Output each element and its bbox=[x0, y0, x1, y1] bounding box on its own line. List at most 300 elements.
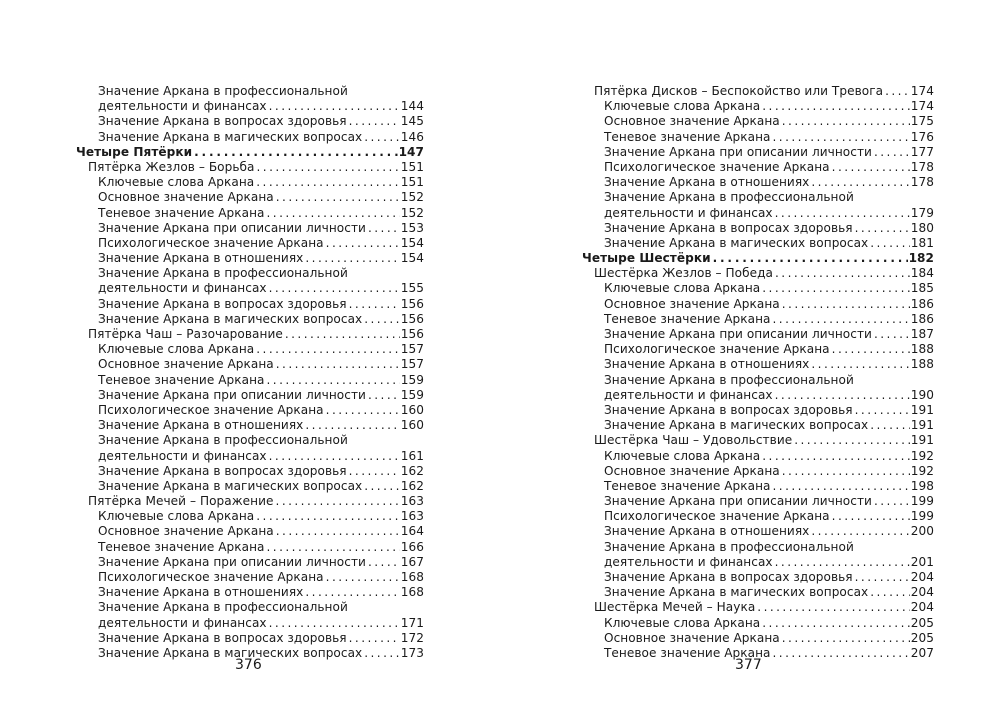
toc-entry-row bbox=[88, 327, 424, 342]
toc-entry-page: 198 bbox=[910, 478, 934, 493]
toc-dot-leader bbox=[349, 114, 400, 129]
toc-entry-page: 157 bbox=[400, 357, 424, 372]
toc-entry-page: 166 bbox=[400, 539, 424, 554]
toc-dot-leader bbox=[773, 312, 910, 327]
toc-entry-row bbox=[98, 631, 424, 646]
toc-entry-title: Значение Аркана в профессиональной bbox=[98, 84, 348, 98]
toc-entry-page: 173 bbox=[400, 645, 424, 660]
toc-entry-page: 191 bbox=[910, 402, 934, 417]
toc-entry-row bbox=[604, 342, 934, 357]
toc-entry-page: 178 bbox=[910, 159, 934, 174]
toc-entry-page: 162 bbox=[400, 463, 424, 478]
toc-entry-page: 147 bbox=[398, 144, 424, 159]
toc-entry-title: Значение Аркана в отношениях bbox=[98, 251, 304, 266]
toc-entry-row bbox=[98, 114, 424, 129]
toc-entry-page: 152 bbox=[400, 205, 424, 220]
toc-subsection-entry bbox=[582, 494, 934, 509]
toc-entry-page: 168 bbox=[400, 570, 424, 584]
toc-dot-leader bbox=[811, 175, 909, 190]
toc-entry-row bbox=[604, 206, 934, 221]
toc-entry-row bbox=[604, 418, 934, 433]
toc-entry-row bbox=[604, 555, 934, 570]
toc-entry-row bbox=[98, 312, 424, 327]
toc-entry-row bbox=[604, 327, 934, 342]
toc-entry-title: Значение Аркана в профессиональной bbox=[604, 190, 854, 205]
toc-dot-leader bbox=[811, 357, 909, 372]
toc-entry-title: деятельности и финансах bbox=[604, 387, 773, 402]
toc-entry-row bbox=[604, 236, 934, 251]
toc-subsection-entry bbox=[582, 388, 934, 403]
toc-entry-title: Значение Аркана при описании личности bbox=[98, 554, 366, 569]
toc-dot-leader bbox=[885, 84, 910, 99]
toc-entry-page: 154 bbox=[400, 235, 424, 250]
toc-entry-title: Психологическое значение Аркана bbox=[98, 402, 324, 417]
toc-entry-title: Значение Аркана в магических вопросах bbox=[604, 585, 869, 600]
toc-entry-title: Ключевые слова Аркана bbox=[98, 509, 255, 524]
toc-subsection-entry bbox=[76, 524, 424, 539]
toc-entry-title: Основное значение Аркана bbox=[98, 524, 274, 539]
toc-entry-title: Значение Аркана в вопросах здоровья bbox=[98, 114, 347, 129]
toc-dot-leader bbox=[267, 373, 400, 388]
toc-dot-leader bbox=[855, 221, 910, 236]
toc-dot-leader bbox=[870, 236, 910, 251]
toc-dot-leader bbox=[305, 418, 399, 433]
toc-entry-title: Значение Аркана в вопросах здоровья bbox=[98, 630, 347, 645]
toc-dot-leader bbox=[782, 631, 910, 646]
toc-dot-leader bbox=[276, 494, 400, 509]
toc-dot-leader bbox=[276, 190, 400, 205]
toc-dot-leader bbox=[269, 281, 400, 296]
toc-dot-leader bbox=[832, 160, 910, 175]
toc-subsection-entry bbox=[582, 221, 934, 236]
toc-entry-title: Значение Аркана в отношениях bbox=[604, 175, 810, 190]
toc-entry-title: Значение Аркана при описании личности bbox=[98, 220, 366, 235]
toc-entry-row bbox=[98, 236, 424, 251]
toc-entry-title: Шестёрка Жезлов – Победа bbox=[594, 266, 773, 281]
toc-subsection-entry bbox=[76, 464, 424, 479]
toc-entry-title: Значение Аркана в магических вопросах bbox=[98, 311, 363, 326]
toc-entry-row bbox=[604, 524, 934, 539]
toc-entry-page: 171 bbox=[400, 615, 424, 630]
toc-dot-leader bbox=[773, 646, 910, 661]
toc-entry-title: Значение Аркана в вопросах здоровья bbox=[98, 463, 347, 478]
toc-entry-page: 146 bbox=[400, 129, 424, 144]
toc-subsection-entry bbox=[582, 297, 934, 312]
toc-dot-leader bbox=[269, 616, 400, 631]
toc-entry-row bbox=[98, 433, 424, 448]
toc-entry-row bbox=[98, 418, 424, 433]
toc-dot-leader bbox=[832, 342, 910, 357]
toc-subsection-entry bbox=[76, 555, 424, 570]
toc-entry-row bbox=[604, 494, 934, 509]
toc-subsection-entry bbox=[76, 342, 424, 357]
toc-entry-row bbox=[98, 357, 424, 372]
toc-entry-row bbox=[604, 403, 934, 418]
toc-subsection-entry bbox=[76, 418, 424, 433]
toc-chapter-entry bbox=[76, 145, 424, 160]
toc-subsection-entry bbox=[76, 251, 424, 266]
toc-entry-title: Основное значение Аркана bbox=[604, 114, 780, 129]
left-page bbox=[0, 84, 500, 684]
toc-entry-page: 182 bbox=[908, 251, 934, 266]
toc-entry-page: 160 bbox=[400, 402, 424, 417]
toc-subsection-entry bbox=[76, 479, 424, 494]
toc-entry-title: Четыре Пятёрки bbox=[76, 144, 193, 159]
toc-entry-title: Основное значение Аркана bbox=[604, 630, 780, 645]
toc-subsection-entry bbox=[582, 418, 934, 433]
toc-entry-row bbox=[604, 160, 934, 175]
toc-entry-row bbox=[594, 600, 934, 615]
toc-entry-page: 160 bbox=[400, 418, 424, 433]
toc-dot-leader bbox=[757, 600, 909, 615]
toc-entry-page: 159 bbox=[400, 372, 424, 387]
toc-entry-page: 204 bbox=[910, 600, 934, 615]
toc-entry-row bbox=[98, 524, 424, 539]
toc-entry-row bbox=[604, 221, 934, 236]
toc-entry-page: 188 bbox=[910, 342, 934, 357]
toc-entry-row bbox=[98, 221, 424, 236]
toc-subsection-entry bbox=[582, 145, 934, 160]
toc-section-entry bbox=[76, 327, 424, 342]
toc-dot-leader bbox=[782, 297, 910, 312]
toc-entry-title: Значение Аркана в профессиональной bbox=[98, 266, 348, 281]
toc-entry-title: Теневое значение Аркана bbox=[604, 129, 771, 144]
right-table-of-contents bbox=[582, 84, 934, 661]
toc-entry-row bbox=[98, 206, 424, 221]
toc-entry-page: 204 bbox=[910, 585, 934, 600]
toc-entry-row bbox=[604, 585, 934, 600]
toc-subsection-entry bbox=[76, 84, 424, 99]
toc-subsection-entry bbox=[582, 403, 934, 418]
toc-entry-title: Шестёрка Мечей – Наука bbox=[594, 600, 756, 615]
toc-dot-leader bbox=[762, 281, 910, 296]
toc-entry-page: 201 bbox=[910, 554, 934, 569]
toc-dot-leader bbox=[276, 357, 400, 372]
toc-dot-leader bbox=[855, 570, 910, 585]
toc-dot-leader bbox=[870, 418, 910, 433]
toc-dot-leader bbox=[874, 327, 910, 342]
toc-entry-row bbox=[98, 600, 424, 615]
toc-subsection-entry bbox=[582, 373, 934, 388]
toc-subsection-entry bbox=[76, 266, 424, 281]
toc-entry-title: деятельности и финансах bbox=[98, 99, 267, 114]
toc-subsection-entry bbox=[582, 342, 934, 357]
toc-dot-leader bbox=[326, 403, 400, 418]
toc-entry-row bbox=[98, 449, 424, 464]
toc-entry-page: 154 bbox=[400, 251, 424, 266]
toc-subsection-entry bbox=[76, 206, 424, 221]
toc-entry-row bbox=[98, 190, 424, 205]
toc-entry-page: 186 bbox=[910, 311, 934, 326]
toc-dot-leader bbox=[794, 433, 910, 448]
toc-dot-leader bbox=[782, 464, 910, 479]
toc-entry-page: 151 bbox=[400, 175, 424, 190]
toc-entry-title: Теневое значение Аркана bbox=[604, 645, 771, 660]
toc-dot-leader bbox=[326, 236, 400, 251]
toc-entry-title: Теневое значение Аркана bbox=[98, 539, 265, 554]
toc-entry-row bbox=[98, 99, 424, 114]
toc-dot-leader bbox=[364, 312, 400, 327]
toc-entry-page: 200 bbox=[910, 524, 934, 539]
toc-dot-leader bbox=[267, 540, 400, 555]
toc-dot-leader bbox=[775, 555, 910, 570]
toc-entry-page: 185 bbox=[910, 281, 934, 296]
toc-entry-page: 167 bbox=[400, 554, 424, 569]
toc-entry-page: 159 bbox=[400, 387, 424, 402]
toc-entry-title: Теневое значение Аркана bbox=[604, 311, 771, 326]
toc-subsection-entry bbox=[582, 479, 934, 494]
toc-subsection-entry bbox=[582, 631, 934, 646]
toc-entry-page: 174 bbox=[910, 84, 934, 98]
left-page-number: 376 bbox=[235, 657, 262, 673]
toc-subsection-entry bbox=[76, 631, 424, 646]
toc-entry-row bbox=[98, 373, 424, 388]
toc-entry-title: Значение Аркана в магических вопросах bbox=[604, 418, 869, 433]
toc-entry-title: Значение Аркана в профессиональной bbox=[98, 600, 348, 615]
toc-entry-page: 161 bbox=[400, 448, 424, 463]
toc-entry-title: Ключевые слова Аркана bbox=[604, 281, 761, 296]
toc-subsection-entry bbox=[582, 190, 934, 205]
toc-dot-leader bbox=[267, 206, 400, 221]
toc-section-entry bbox=[582, 600, 934, 615]
toc-subsection-entry bbox=[76, 236, 424, 251]
toc-entry-row bbox=[98, 403, 424, 418]
toc-dot-leader bbox=[285, 327, 400, 342]
toc-subsection-entry bbox=[582, 99, 934, 114]
toc-dot-leader bbox=[870, 585, 910, 600]
toc-subsection-entry bbox=[76, 297, 424, 312]
toc-entry-title: деятельности и финансах bbox=[604, 205, 773, 220]
toc-section-entry bbox=[76, 160, 424, 175]
toc-entry-title: Шестёрка Чаш – Удовольствие bbox=[594, 433, 793, 448]
toc-entry-page: 184 bbox=[910, 266, 934, 281]
toc-entry-title: Значение Аркана в вопросах здоровья bbox=[98, 296, 347, 311]
toc-entry-page: 207 bbox=[910, 645, 934, 660]
toc-entry-row bbox=[604, 540, 934, 555]
toc-entry-row bbox=[582, 251, 934, 266]
toc-entry-title: Ключевые слова Аркана bbox=[604, 99, 761, 114]
toc-entry-row bbox=[604, 281, 934, 296]
toc-dot-leader bbox=[276, 524, 400, 539]
toc-dot-leader bbox=[713, 251, 908, 266]
toc-dot-leader bbox=[257, 160, 400, 175]
toc-subsection-entry bbox=[76, 449, 424, 464]
toc-entry-title: Психологическое значение Аркана bbox=[604, 159, 830, 174]
toc-subsection-entry bbox=[76, 175, 424, 190]
toc-dot-leader bbox=[762, 99, 910, 114]
toc-entry-title: Значение Аркана при описании личности bbox=[98, 387, 366, 402]
toc-entry-row bbox=[98, 570, 424, 585]
toc-entry-row bbox=[98, 509, 424, 524]
toc-entry-page: 179 bbox=[910, 205, 934, 220]
toc-section-entry bbox=[582, 266, 934, 281]
toc-entry-title: деятельности и финансах bbox=[98, 448, 267, 463]
toc-dot-leader bbox=[368, 555, 400, 570]
toc-entry-row bbox=[604, 99, 934, 114]
toc-entry-page: 205 bbox=[910, 615, 934, 630]
toc-entry-title: Психологическое значение Аркана bbox=[98, 235, 324, 250]
toc-entry-title: Психологическое значение Аркана bbox=[604, 342, 830, 357]
toc-entry-row bbox=[604, 570, 934, 585]
toc-entry-row bbox=[604, 175, 934, 190]
toc-entry-title: Значение Аркана в вопросах здоровья bbox=[604, 220, 853, 235]
left-table-of-contents bbox=[76, 84, 424, 661]
toc-dot-leader bbox=[775, 266, 910, 281]
toc-entry-row bbox=[604, 145, 934, 160]
toc-subsection-entry bbox=[76, 114, 424, 129]
toc-subsection-entry bbox=[582, 114, 934, 129]
toc-subsection-entry bbox=[582, 509, 934, 524]
toc-dot-leader bbox=[349, 464, 400, 479]
toc-entry-page: 156 bbox=[400, 327, 424, 341]
toc-dot-leader bbox=[773, 130, 910, 145]
toc-entry-row bbox=[604, 297, 934, 312]
toc-subsection-entry bbox=[76, 403, 424, 418]
toc-subsection-entry bbox=[582, 585, 934, 600]
toc-dot-leader bbox=[326, 570, 400, 585]
toc-entry-title: Психологическое значение Аркана bbox=[604, 509, 830, 524]
toc-entry-page: 156 bbox=[400, 296, 424, 311]
toc-entry-page: 177 bbox=[910, 144, 934, 159]
toc-entry-title: Значение Аркана в профессиональной bbox=[604, 539, 854, 554]
toc-entry-row bbox=[604, 190, 934, 205]
toc-dot-leader bbox=[874, 494, 910, 509]
toc-subsection-entry bbox=[582, 570, 934, 585]
toc-entry-page: 175 bbox=[910, 114, 934, 129]
toc-dot-leader bbox=[194, 145, 397, 160]
toc-entry-page: 176 bbox=[910, 129, 934, 144]
toc-entry-title: Пятёрка Чаш – Разочарование bbox=[88, 327, 283, 341]
toc-entry-row bbox=[604, 631, 934, 646]
toc-entry-title: Основное значение Аркана bbox=[604, 296, 780, 311]
toc-entry-row bbox=[98, 540, 424, 555]
toc-entry-title: Значение Аркана при описании личности bbox=[604, 494, 872, 509]
toc-entry-row bbox=[604, 373, 934, 388]
toc-entry-page: 156 bbox=[400, 311, 424, 326]
toc-dot-leader bbox=[256, 509, 400, 524]
toc-entry-row bbox=[98, 84, 424, 99]
toc-entry-row bbox=[604, 509, 934, 524]
toc-entry-row bbox=[98, 555, 424, 570]
toc-entry-title: Значение Аркана в магических вопросах bbox=[98, 478, 363, 493]
right-page bbox=[500, 84, 1000, 684]
toc-entry-page: 178 bbox=[910, 175, 934, 190]
toc-subsection-entry bbox=[582, 312, 934, 327]
toc-entry-title: Четыре Шестёрки bbox=[582, 251, 711, 266]
toc-entry-title: Основное значение Аркана bbox=[604, 463, 780, 478]
toc-entry-page: 172 bbox=[400, 630, 424, 645]
toc-entry-title: Пятёрка Жезлов – Борьба bbox=[88, 159, 255, 174]
toc-dot-leader bbox=[269, 99, 400, 114]
toc-entry-page: 192 bbox=[910, 448, 934, 463]
toc-subsection-entry bbox=[582, 130, 934, 145]
toc-dot-leader bbox=[773, 479, 910, 494]
toc-entry-row bbox=[98, 616, 424, 631]
toc-subsection-entry bbox=[582, 160, 934, 175]
toc-entry-row bbox=[98, 585, 424, 600]
toc-entry-title: Значение Аркана в отношениях bbox=[604, 524, 810, 539]
toc-entry-page: 157 bbox=[400, 342, 424, 357]
toc-subsection-entry bbox=[582, 464, 934, 479]
toc-dot-leader bbox=[305, 251, 399, 266]
toc-entry-row bbox=[98, 130, 424, 145]
toc-entry-page: 152 bbox=[400, 190, 424, 205]
toc-entry-title: деятельности и финансах bbox=[604, 554, 773, 569]
toc-entry-page: 164 bbox=[400, 524, 424, 539]
toc-entry-page: 191 bbox=[910, 433, 934, 448]
toc-entry-row bbox=[98, 297, 424, 312]
toc-entry-row bbox=[98, 342, 424, 357]
toc-entry-page: 151 bbox=[400, 159, 424, 174]
toc-entry-title: Значение Аркана при описании личности bbox=[604, 327, 872, 341]
toc-entry-title: Пятёрка Мечей – Поражение bbox=[88, 494, 274, 509]
toc-subsection-entry bbox=[76, 388, 424, 403]
toc-entry-row bbox=[604, 312, 934, 327]
toc-subsection-entry bbox=[582, 616, 934, 631]
toc-subsection-entry bbox=[76, 616, 424, 631]
toc-entry-page: 153 bbox=[400, 220, 424, 235]
toc-entry-title: Пятёрка Дисков – Беспокойство или Тревога bbox=[594, 84, 884, 98]
toc-subsection-entry bbox=[76, 373, 424, 388]
toc-entry-row bbox=[98, 281, 424, 296]
toc-entry-page: 162 bbox=[400, 478, 424, 493]
toc-subsection-entry bbox=[76, 540, 424, 555]
toc-entry-row bbox=[88, 494, 424, 509]
toc-entry-page: 191 bbox=[910, 418, 934, 433]
toc-subsection-entry bbox=[582, 524, 934, 539]
toc-entry-title: Психологическое значение Аркана bbox=[98, 570, 324, 584]
toc-entry-page: 180 bbox=[910, 220, 934, 235]
toc-entry-row bbox=[98, 479, 424, 494]
toc-entry-title: Ключевые слова Аркана bbox=[604, 615, 761, 630]
toc-subsection-entry bbox=[582, 236, 934, 251]
toc-entry-row bbox=[604, 646, 934, 661]
toc-subsection-entry bbox=[582, 449, 934, 464]
toc-entry-title: Значение Аркана в вопросах здоровья bbox=[604, 570, 853, 584]
toc-entry-page: 144 bbox=[400, 99, 424, 114]
toc-dot-leader bbox=[874, 145, 910, 160]
toc-subsection-entry bbox=[582, 540, 934, 555]
toc-entry-page: 190 bbox=[910, 387, 934, 402]
toc-dot-leader bbox=[364, 479, 400, 494]
toc-entry-title: Основное значение Аркана bbox=[98, 357, 274, 372]
toc-entry-page: 168 bbox=[400, 585, 424, 600]
toc-entry-page: 192 bbox=[910, 463, 934, 478]
toc-entry-page: 188 bbox=[910, 357, 934, 372]
toc-subsection-entry bbox=[76, 509, 424, 524]
toc-entry-page: 155 bbox=[400, 281, 424, 296]
toc-entry-row bbox=[76, 145, 424, 160]
toc-entry-row bbox=[98, 175, 424, 190]
toc-entry-page: 163 bbox=[400, 494, 424, 509]
toc-entry-row bbox=[98, 251, 424, 266]
toc-entry-page: 187 bbox=[910, 327, 934, 341]
toc-subsection-entry bbox=[76, 130, 424, 145]
toc-entry-title: Значение Аркана в магических вопросах bbox=[604, 235, 869, 250]
toc-dot-leader bbox=[368, 388, 400, 403]
toc-entry-row bbox=[604, 449, 934, 464]
toc-dot-leader bbox=[305, 585, 399, 600]
toc-entry-page: 205 bbox=[910, 630, 934, 645]
toc-entry-row bbox=[604, 616, 934, 631]
toc-entry-title: Значение Аркана в магических вопросах bbox=[98, 645, 363, 660]
toc-subsection-entry bbox=[76, 585, 424, 600]
toc-entry-title: Значение Аркана в отношениях bbox=[98, 418, 304, 433]
toc-entry-row bbox=[594, 433, 934, 448]
toc-subsection-entry bbox=[76, 190, 424, 205]
toc-subsection-entry bbox=[582, 206, 934, 221]
toc-entry-row bbox=[98, 464, 424, 479]
